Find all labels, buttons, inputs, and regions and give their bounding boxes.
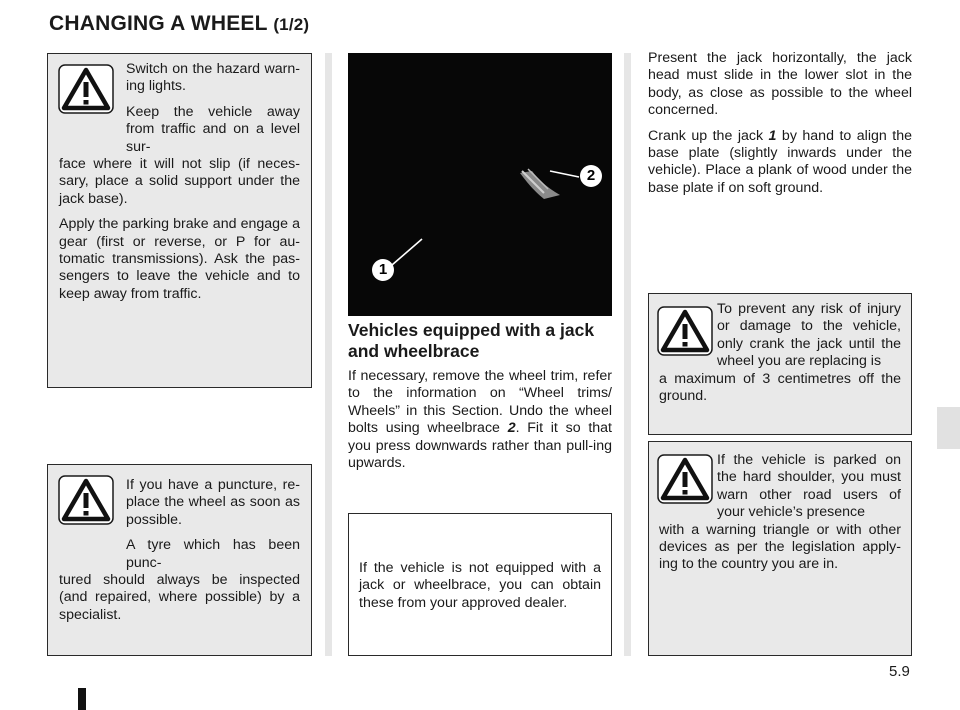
- column-divider-right: [624, 53, 631, 656]
- jack-instruction-2b: by hand to align the base plate (slightly inwards under the vehicle). Place a plank of wood under the base plate if on soft ground.: [648, 127, 912, 196]
- info-box-no-jack: [348, 513, 612, 656]
- wheelbrace-reference: 2: [507, 420, 516, 437]
- warning-triangle-icon: [58, 64, 114, 114]
- jack-reference: 1: [768, 127, 777, 144]
- jack-instruction-2a: Crank up the jack: [648, 127, 769, 144]
- corner-mark: [78, 688, 86, 710]
- injury-text-a: To prevent any risk of injury or damage to the vehicle, only crank the jack until the wheel you are replacing is: [717, 301, 901, 370]
- page-number: 5.9: [889, 663, 910, 680]
- hazard-text-2b: face where it will not slip (if neces-sary, place a solid support under the jack base).: [59, 156, 300, 207]
- section-thumb-tab: [937, 407, 960, 449]
- jack-figure: [348, 53, 612, 316]
- jack-instruction-1: Present the jack horizontally, the jack head must slide in the lower slot in the body, as close as possible to the wheel concerned.: [648, 50, 912, 119]
- callout-2: 2: [580, 165, 602, 187]
- page-title: [49, 12, 309, 36]
- warning-box-puncture: [47, 464, 312, 656]
- warning-box-hard-shoulder: [648, 441, 912, 656]
- section-body: [348, 368, 612, 472]
- section-body-text-a: If necessary, remove the wheel trim, refer to the information on “Wheel trims/ Wheels” in this Section. Undo the wheel bolts using wheelbrace: [348, 368, 612, 437]
- no-jack-text: If the vehicle is not equipped with a jack or wheelbrace, you can obtain these from your approved dealer.: [359, 560, 601, 611]
- section-heading: Vehicles equipped with a jack and wheelbrace: [348, 320, 595, 361]
- callout-1: 1: [372, 259, 394, 281]
- warning-triangle-icon: [58, 475, 114, 525]
- puncture-text-2a: A tyre which has been punc-: [126, 537, 300, 571]
- puncture-text-2b: tured should always be inspected (and repaired, where possible) by a specialist.: [59, 572, 300, 623]
- column-divider-left: [325, 53, 332, 656]
- warning-triangle-icon: [657, 454, 713, 504]
- shoulder-text-b: with a warning triangle or with other devices as per the legislation apply-ing to the country you are in.: [659, 521, 901, 573]
- warning-box-hazard: [47, 53, 312, 388]
- section-body-text-b: . Fit it so that you press downwards rather than pull-ing upwards.: [348, 420, 612, 472]
- page-title-part: (1/2): [273, 15, 310, 34]
- hazard-text-3: Apply the parking brake and engage a gear (first or reverse, or P for au-tomatic transmissions). Ask the pas-sengers to leave the vehicle and to keep away from traffic.: [59, 216, 300, 302]
- hazard-text-1: Switch on the hazard warn-ing lights.: [126, 61, 300, 95]
- warning-box-injury: [648, 293, 912, 435]
- injury-text-b: a maximum of 3 centimetres off the ground.: [659, 370, 901, 405]
- right-column-text: [648, 50, 912, 205]
- shoulder-text-a: If the vehicle is parked on the hard shoulder, you must warn other road users of your vehicle’s presence: [717, 452, 901, 521]
- puncture-text-1: If you have a puncture, re-place the wheel as soon as possible.: [126, 477, 300, 528]
- warning-triangle-icon: [657, 306, 713, 356]
- wheelbrace-shape: [520, 169, 560, 199]
- page-title-text: CHANGING A WHEEL: [49, 12, 268, 35]
- hazard-text-2a: Keep the vehicle away from traffic and on a level sur-: [126, 103, 300, 155]
